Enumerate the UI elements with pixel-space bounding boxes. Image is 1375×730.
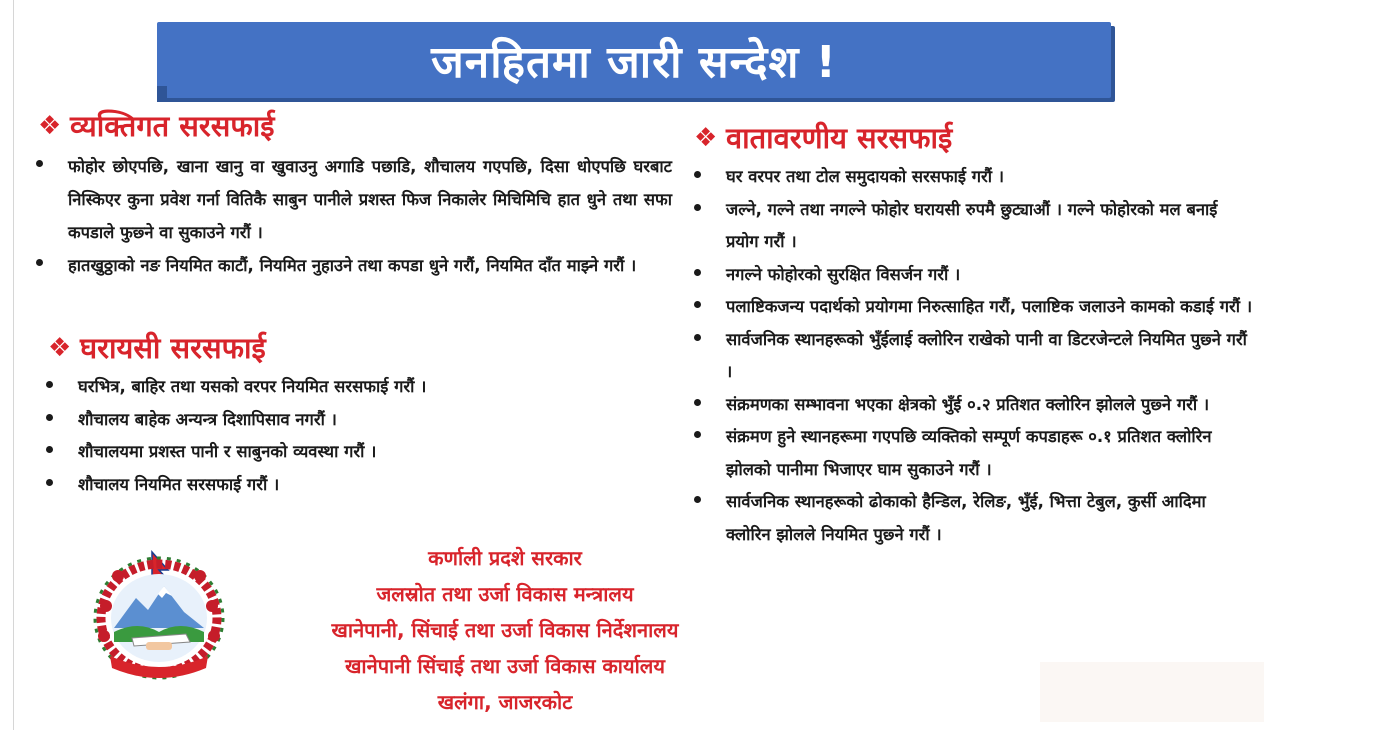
issuer-line: कर्णाली प्रदशे सरकार	[428, 546, 582, 570]
page-edge-rule	[13, 0, 14, 730]
bullet-icon	[694, 399, 701, 406]
faint-overlay-box	[1040, 662, 1264, 722]
list-item-text: शौचालय नियमित सरसफाई गरौं ।	[78, 474, 280, 494]
heading-household-hygiene	[48, 328, 266, 367]
bullet-icon	[694, 204, 701, 211]
list-item-text: शौचालयमा प्रशस्त पानी र साबुनको व्यवस्था गरौं ।	[78, 442, 377, 461]
list-item	[726, 291, 1254, 324]
bullet-icon	[694, 171, 701, 178]
heading-environmental-hygiene	[694, 118, 952, 157]
list-item	[726, 259, 1254, 292]
list-item	[68, 150, 672, 249]
banner-tab	[157, 86, 167, 102]
list-item-text: शौचालय बाहेक अन्यन्त्र दिशापिसाव नगरौं ।	[78, 409, 337, 429]
heading-household-label: घरायसी सरसफाई	[80, 331, 266, 365]
list-item-text: पलाष्टिकजन्य पदार्थको प्रयोगमा निरुत्साहित गरौं, पलाष्टिक जलाउने कामको कडाई गरौं ।	[726, 297, 1253, 316]
list-environmental-hygiene	[726, 161, 1254, 551]
list-household-hygiene	[78, 371, 668, 501]
list-item-text: जल्ने, गल्ने तथा नगल्ने फोहोर घरायसी रुपमै छुट्याऔं । गल्ने फोहोरको मल बनाई प्रयोग गरौं ।	[726, 199, 1218, 251]
list-item	[78, 404, 668, 437]
nepal-emblem-icon	[88, 546, 230, 686]
bullet-icon	[694, 301, 701, 308]
bullet-icon	[46, 381, 53, 388]
issuer-line: खानेपानी, सिंचाई तथा उर्जा विकास निर्देशनालय	[331, 618, 679, 642]
diamond-icon: ❖	[48, 332, 72, 363]
banner	[157, 16, 1111, 100]
list-item-text: घरभित्र, बाहिर तथा यसको वरपर नियमित सरसफाई गरौं ।	[78, 377, 427, 396]
bullet-icon	[46, 446, 53, 453]
list-item	[78, 371, 668, 404]
issuer-line: खलंगा, जाजरकोट	[437, 690, 573, 714]
bullet-icon	[36, 259, 43, 266]
list-item	[78, 436, 668, 469]
heading-environment-label: वातावरणीय सरसफाई	[726, 121, 953, 155]
list-item	[726, 194, 1254, 259]
bullet-icon	[694, 334, 701, 341]
list-item-text: घर वरपर तथा टोल समुदायको सरसफाई गरौं ।	[726, 167, 1005, 186]
bullet-icon	[694, 269, 701, 276]
list-item-text: सार्वजनिक स्थानहरूको ढोकाको हैन्डिल, रेलिङ, भुँई, भित्ता टेबुल, कुर्सी आदिमा क्लोरिन झोलले नियमित पुछ्ने गरौं ।	[726, 492, 1206, 544]
bullet-icon	[46, 414, 53, 421]
list-item-text: फोहोर छोएपछि, खाना खानु वा खुवाउनु अगाडि पछाडि, शौचालय गएपछि, दिसा धोएपछि घरबाट निस्किएर कुना प्रवेश गर्ना वितिकै साबुन पानीले प्रशस्त फिज निकालेर मिचिमिचि हात धुने तथा सफा कपडाले फुछ्ने वा सुकाउने गरौं ।	[68, 157, 672, 242]
banner-box	[157, 22, 1111, 98]
list-item-text: सार्वजनिक स्थानहरूको भुँईलाई क्लोरिन राखेको पानी वा डिटरजेन्टले नियमित पुछ्ने गरौं ।	[726, 329, 1247, 381]
list-item	[726, 421, 1254, 486]
diamond-icon: ❖	[694, 122, 718, 153]
issuer-line: जलस्रोत तथा उर्जा विकास मन्त्रालय	[376, 582, 634, 606]
list-item	[726, 324, 1254, 389]
list-item-text: संक्रमण हुने स्थानहरूमा गएपछि व्यक्तिको सम्पूर्ण कपडाहरू ०.१ प्रतिशत क्लोरिन झोलको पानीमा भिजाएर घाम सुकाउने गरौं ।	[726, 427, 1212, 479]
list-item	[726, 486, 1254, 551]
list-item	[726, 389, 1254, 422]
list-personal-hygiene	[68, 150, 672, 282]
list-item-text: हातखुठ्ठाको नङ नियमित काटौं, नियमित नुहाउने तथा कपडा धुने गरौं, नियमित दाँत माझ्ने गरौं ।	[68, 256, 637, 275]
bullet-icon	[46, 479, 53, 486]
list-item	[726, 161, 1254, 194]
bullet-icon	[694, 431, 701, 438]
heading-personal-hygiene	[38, 106, 274, 145]
list-item	[68, 249, 672, 282]
list-item-text: संक्रमणका सम्भावना भएका क्षेत्रको भुँई ०.२ प्रतिशत क्लोरिन झोलले पुछ्ने गरौं ।	[726, 394, 1210, 414]
issuer-line: खानेपानी सिंचाई तथा उर्जा विकास कार्यालय	[345, 654, 665, 678]
heading-personal-label: व्यक्तिगत सरसफाई	[70, 109, 275, 143]
issuer-block	[240, 540, 770, 720]
list-item-text: नगल्ने फोहोरको सुरक्षित विसर्जन गरौं ।	[726, 264, 961, 284]
diamond-icon: ❖	[38, 110, 62, 141]
banner-title: जनहितमा जारी सन्देश !	[431, 37, 837, 88]
bullet-icon	[36, 160, 43, 167]
list-item	[78, 469, 668, 502]
bullet-icon	[694, 496, 701, 503]
